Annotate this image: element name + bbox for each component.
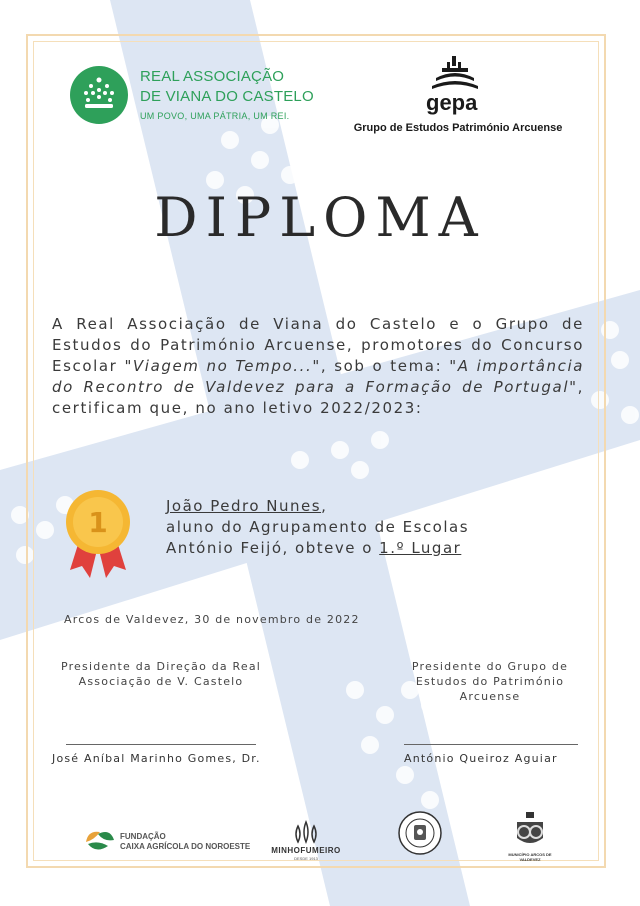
school-text: António Feijó, obteve o xyxy=(166,539,380,557)
crown-emblem-icon xyxy=(70,66,128,124)
paragraph-mid: , sob o tema: " xyxy=(320,357,458,375)
placement: 1.º Lugar xyxy=(379,539,462,557)
award-line-1 xyxy=(166,496,586,517)
medal-number: 1 xyxy=(88,506,108,539)
logo-line-2: DE VIANA DO CASTELO xyxy=(140,88,314,105)
minhofumeiro-name: MINHOFUMEIRO xyxy=(271,846,341,855)
name-comma: , xyxy=(321,497,328,515)
left-signatory-role: Presidente da Direção da Real Associação de V. Castelo xyxy=(60,660,262,688)
minhofumeiro-logo xyxy=(266,818,346,862)
left-signatory-name: José Aníbal Marinho Gomes, Dr. xyxy=(52,752,261,765)
fundacao-emblem-icon xyxy=(82,826,116,856)
gepa-logo xyxy=(338,52,578,142)
real-associacao-logo xyxy=(70,66,340,130)
award-text xyxy=(166,496,586,559)
gepa-emblem-icon xyxy=(430,54,480,92)
left-signature-line xyxy=(66,744,256,745)
fundacao-line-2: CAIXA AGRÍCOLA DO NOROESTE xyxy=(120,842,251,851)
logo-motto: UM POVO, UMA PÁTRIA, UM REI. xyxy=(140,111,290,121)
gepa-subtitle: Grupo de Estudos Património Arcuense xyxy=(353,122,563,134)
municipio-emblem-icon xyxy=(507,808,553,852)
flame-icon xyxy=(292,820,320,844)
right-signatory-role: Presidente do Grupo de Estudos do Património Arcuense xyxy=(411,660,569,703)
paragraph-intro: A Real Associação de Viana do Castelo e o Grupo de Estudos do Património Arcuense, promotores do Concurso Escolar xyxy=(52,315,584,375)
right-signatory-name: António Queiroz Aguiar xyxy=(404,752,558,765)
diploma-title: DIPLOMA xyxy=(154,186,486,249)
award-line-3 xyxy=(166,538,586,559)
student-name: João Pedro Nunes xyxy=(166,497,322,515)
right-signature-line xyxy=(404,744,578,745)
place-date: Arcos de Valdevez, 30 de novembro de 2022 xyxy=(64,613,360,626)
municipio-name: MUNICÍPIO ARCOS DE VALDEVEZ xyxy=(508,852,552,862)
municipio-logo xyxy=(507,808,553,860)
paragraph-end: ", certificam que, no ano letivo 2022/2023: xyxy=(52,378,584,417)
certificate-paragraph xyxy=(52,314,584,419)
minhofumeiro-since: DESDE 1913 xyxy=(294,856,318,861)
contest-name: "Viagem no Tempo..." xyxy=(124,357,321,375)
medal-icon xyxy=(62,488,134,584)
contest-theme: A importância do Recontro de Valdevez para a Formação de Portugal xyxy=(52,357,584,396)
award-line-2: aluno do Agrupamento de Escolas xyxy=(166,518,470,536)
logo-line-1: REAL ASSOCIAÇÃO xyxy=(140,68,285,85)
fundacao-logo xyxy=(82,826,252,858)
fundacao-dom-manuel-seal-icon xyxy=(397,810,443,856)
fundacao-line-1: FUNDAÇÃO xyxy=(120,832,166,841)
inner-frame xyxy=(33,41,599,861)
gepa-wordmark: gepa xyxy=(426,90,478,115)
